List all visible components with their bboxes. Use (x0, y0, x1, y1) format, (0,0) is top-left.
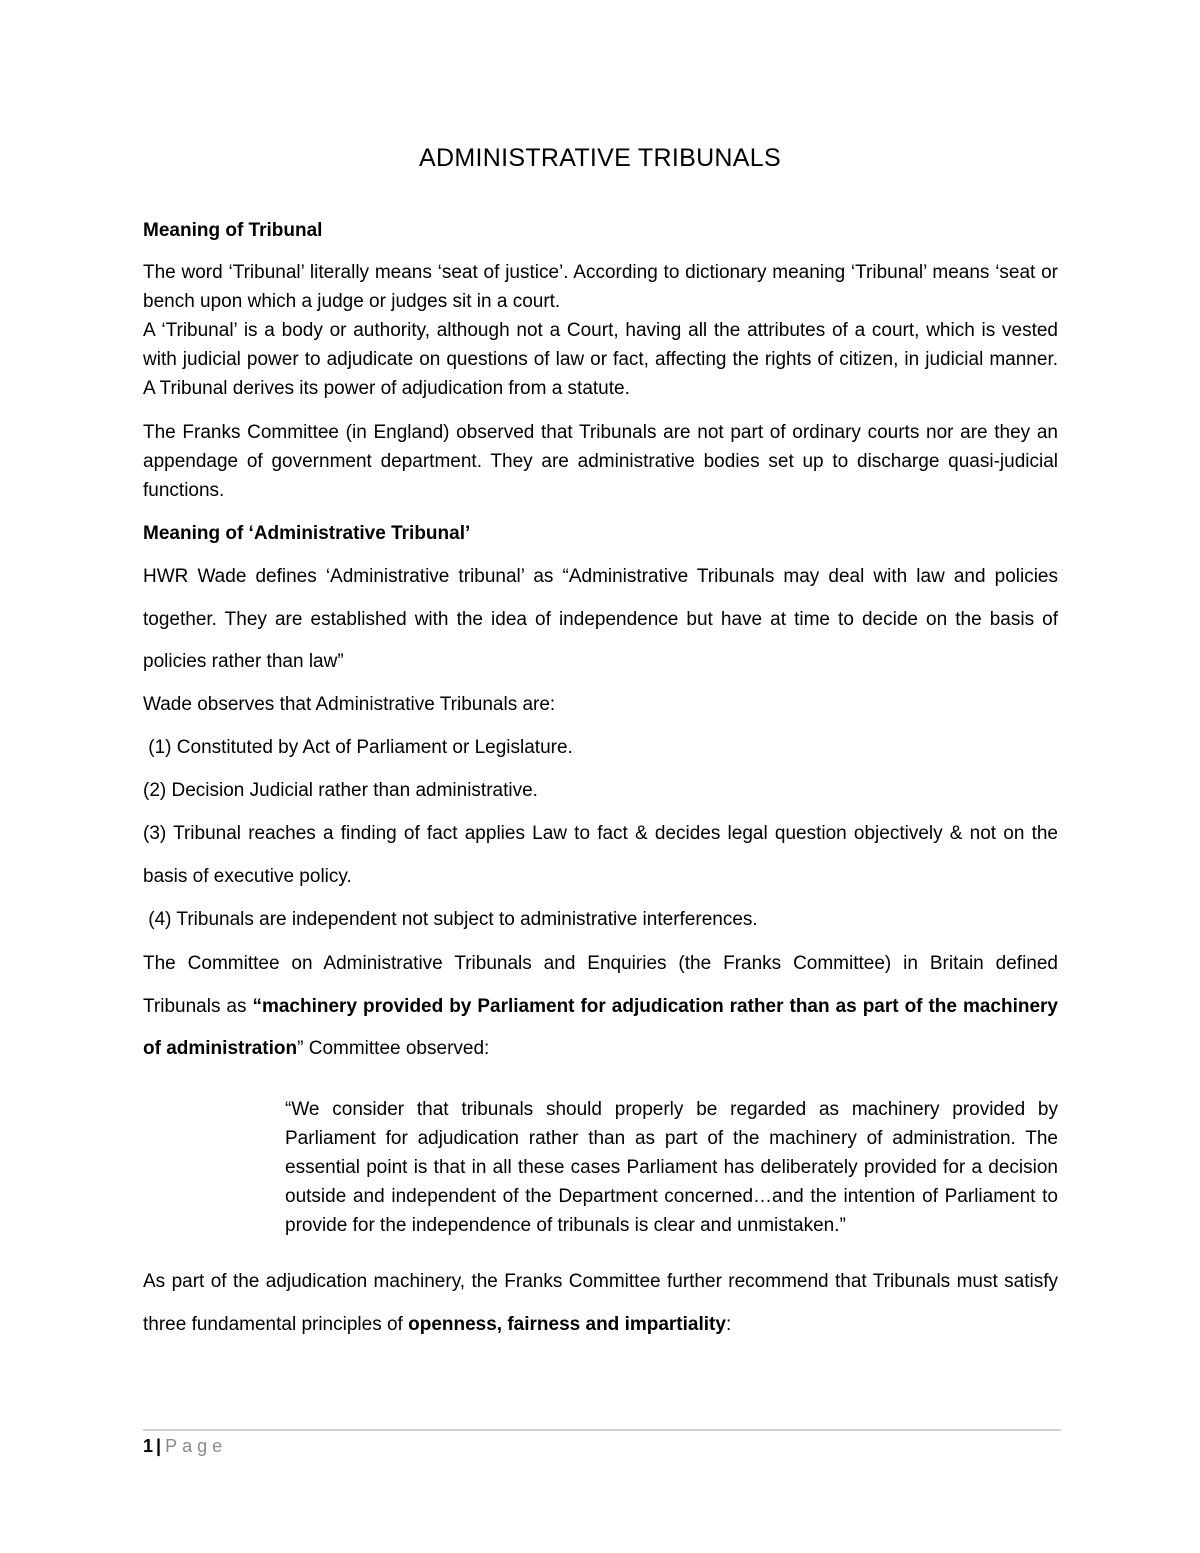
list-item-3: (3) Tribunal reaches a finding of fact applies Law to fact & decides legal question objectively & not on the basis of executive policy. (143, 823, 1058, 887)
heading-meaning-of-tribunal: Meaning of Tribunal (143, 220, 323, 241)
paragraph-wade-observes: Wade observes that Administrative Tribunals are: (143, 694, 556, 715)
paragraph-meaning-1: The word ‘Tribunal’ literally means ‘seat of justice’. According to dictionary meaning ‘Tribunal’ means ‘seat or bench upon which a judge or judges sit in a court. (143, 262, 1058, 312)
footer-separator: | (156, 1436, 162, 1456)
block-quote: “We consider that tribunals should properly be regarded as machinery provided by Parliament for adjudication rather than as part of the machinery of administration. The essential point is that in all these cases Parliament has deliberately provided for a decision outside and independent of the Department concerned…and the intention of Parliament to provide for the independence of tribunals is clear and unmistaken.” (285, 1099, 1058, 1236)
paragraph-franks-definition (143, 943, 1058, 1071)
footer-divider (143, 1429, 1061, 1431)
list-item-2: (2) Decision Judicial rather than administrative. (143, 780, 538, 801)
principles-end: : (725, 1313, 732, 1335)
page-label: Page (165, 1436, 228, 1456)
paragraph-meaning-2: A ‘Tribunal’ is a body or authority, although not a Court, having all the attributes of a court, which is vested with judicial power to adjudicate on questions of law or fact, affecting the rights of citizen, in judicial manner. A Tribunal derives its power of adjudication from a statute. (143, 320, 1058, 399)
paragraph-franks-observation: The Franks Committee (in England) observed that Tribunals are not part of ordinary courts nor are they an appendage of government department. They are administrative bodies set up to discharge quasi-judicial functions. (143, 422, 1058, 501)
heading-meaning-admin-tribunal: Meaning of ‘Administrative Tribunal’ (143, 523, 471, 544)
franks-definition-text: The Committee on Administrative Tribunals and Enquiries (the Franks Committee) in Britain defined Tribunals as (143, 953, 1058, 1017)
franks-definition-end: ” Committee observed: (297, 1038, 490, 1059)
list-item-1: (1) Constituted by Act of Parliament or Legislature. (143, 737, 573, 758)
franks-definition-bold: “machinery provided by Parliament for adjudication rather than as part of the machinery of administration (143, 995, 1059, 1059)
principles-bold: openness, fairness and impartiality (408, 1313, 726, 1335)
page-footer (143, 1434, 227, 1458)
paragraph-principles (143, 1261, 1058, 1346)
document-title: ADMINISTRATIVE TRIBUNALS (419, 144, 781, 172)
page-number: 1 (143, 1436, 154, 1456)
list-item-4: (4) Tribunals are independent not subject to administrative interferences. (143, 909, 758, 930)
paragraph-wade-definition: HWR Wade defines ‘Administrative tribunal’ as “Administrative Tribunals may deal with law and policies together. They are established with the idea of independence but have at time to decide on the basis of policies rather than law” (143, 566, 1058, 672)
principles-text: As part of the adjudication machinery, the Franks Committee further recommend that Tribunals must satisfy three fundamental principles of (143, 1271, 1058, 1335)
